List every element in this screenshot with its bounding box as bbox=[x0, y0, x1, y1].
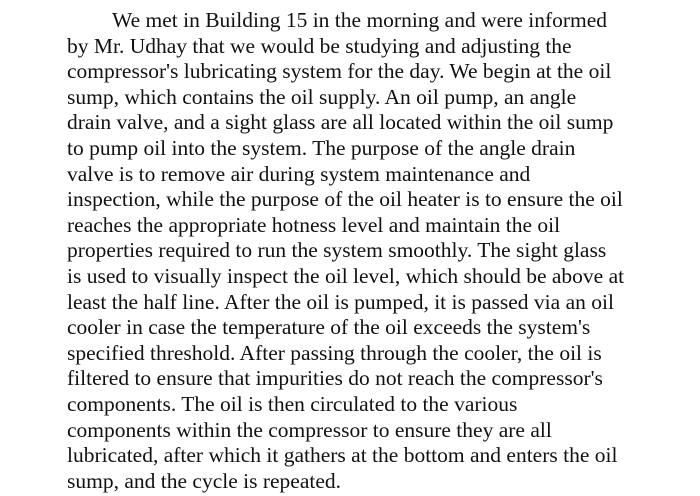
paragraph-line: least the half line. After the oil is pumped, it is passed via an oil bbox=[67, 289, 614, 314]
body-paragraph bbox=[67, 8, 697, 494]
paragraph-line: components. The oil is then circulated to the various bbox=[67, 391, 518, 416]
paragraph-line: lubricated, after which it gathers at the bottom and enters the oil bbox=[67, 443, 618, 468]
paragraph-line: drain valve, and a sight glass are all located within the oil sump bbox=[67, 110, 614, 135]
paragraph-line: by Mr. Udhay that we would be studying and adjusting the bbox=[67, 33, 572, 58]
paragraph-line: We met in Building 15 in the morning and were informed bbox=[112, 8, 608, 32]
paragraph-line: to pump oil into the system. The purpose of the angle drain bbox=[67, 135, 576, 160]
paragraph-line: specified threshold. After passing through the cooler, the oil is bbox=[67, 340, 602, 365]
paragraph-line: sump, and the cycle is repeated. bbox=[67, 468, 342, 493]
paragraph-line: valve is to remove air during system maintenance and bbox=[67, 161, 531, 186]
paragraph-line: components within the compressor to ensure they are all bbox=[67, 417, 552, 442]
paragraph-line: inspection, while the purpose of the oil heater is to ensure the oil bbox=[67, 187, 623, 212]
paragraph-line: cooler in case the temperature of the oil exceeds the system's bbox=[67, 315, 591, 340]
paragraph-line: is used to visually inspect the oil level, which should be above at bbox=[67, 263, 625, 288]
paragraph-line: compressor's lubricating system for the day. We begin at the oil bbox=[67, 59, 612, 84]
paragraph-line: filtered to ensure that impurities do not reach the compressor's bbox=[67, 366, 603, 391]
paragraph-line: reaches the appropriate hotness level and maintain the oil bbox=[67, 212, 561, 237]
paragraph-line: properties required to run the system smoothly. The sight glass bbox=[67, 238, 607, 263]
paragraph-line: sump, which contains the oil supply. An oil pump, an angle bbox=[67, 84, 577, 109]
